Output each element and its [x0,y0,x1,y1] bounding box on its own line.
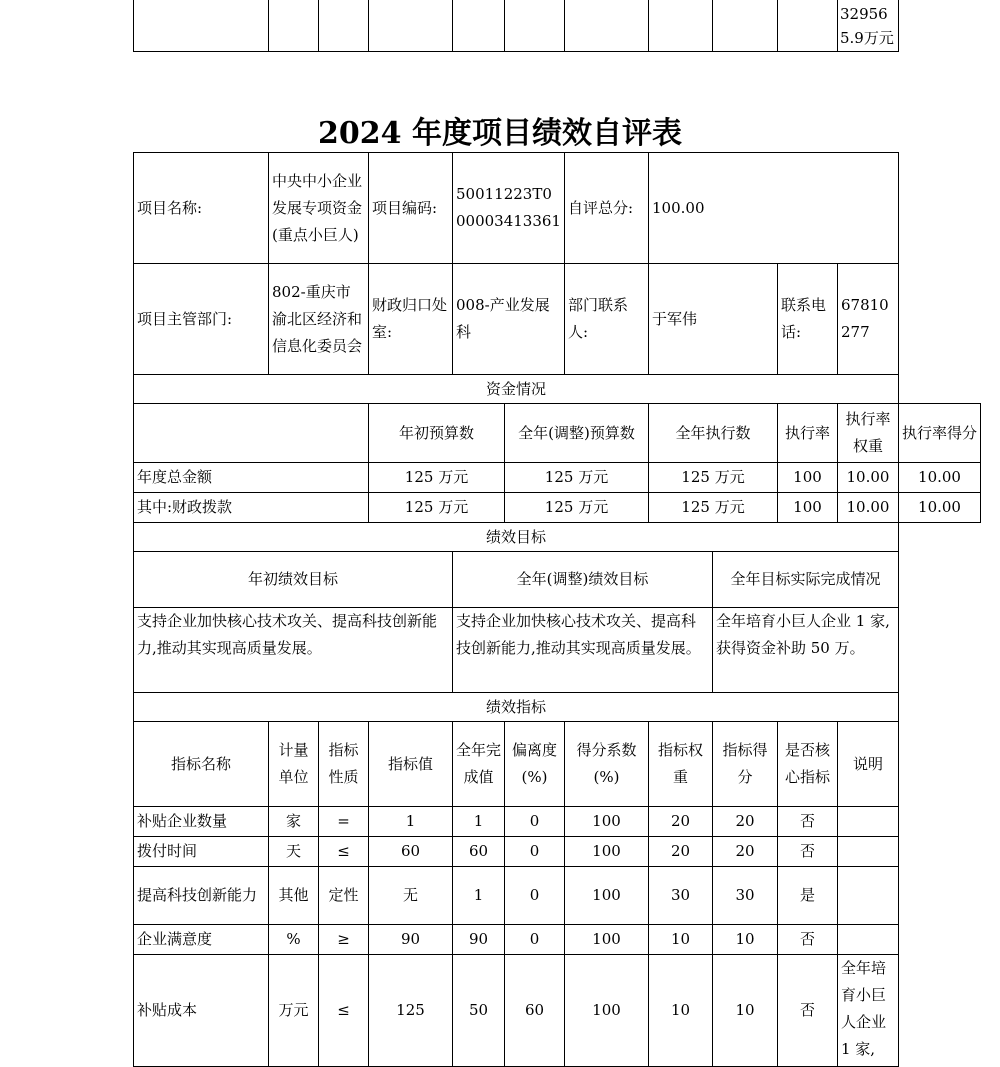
indicator-cell: 无 [369,867,453,925]
project-name-value: 中央中小企业发展专项资金(重点小巨人) [269,153,369,264]
indicators-header-row [134,722,981,807]
indicator-row [134,837,981,867]
goal-actual: 全年培育小巨人企业 1 家,获得资金补助 50 万。 [713,608,899,693]
indicator-cell: 50 [453,955,505,1067]
funds-header-row [134,404,981,463]
indicator-header: 计量单位 [269,722,319,807]
indicator-cell: 否 [778,837,838,867]
funds-cell: 125 万元 [649,463,778,493]
funds-cell: 125 万元 [505,493,649,523]
indicator-cell: 0 [505,867,565,925]
self-score-label: 自评总分: [565,153,649,264]
indicator-cell: 否 [778,955,838,1067]
indicator-row [134,925,981,955]
empty-cell [565,0,649,52]
goal-initial: 支持企业加快核心技术攻关、提高科技创新能力,推动其实现高质量发展。 [134,608,453,693]
indicator-cell: 0 [505,925,565,955]
funds-header: 全年执行数 [649,404,778,463]
indicator-cell: 100 [565,837,649,867]
indicator-cell: 0 [505,837,565,867]
indicator-header: 全年完成值 [453,722,505,807]
indicator-cell: 0 [505,807,565,837]
funds-cell: 10.00 [899,463,981,493]
goals-header: 全年(调整)绩效目标 [453,552,713,608]
phone-value: 67810277 [838,264,899,375]
contact-label: 部门联系人: [565,264,649,375]
office-label: 财政归口处室: [369,264,453,375]
indicator-cell: 否 [778,807,838,837]
indicator-cell: 100 [565,807,649,837]
project-row-2 [134,264,981,375]
empty-cell [649,0,713,52]
office-value: 008-产业发展科 [453,264,565,375]
goals-header-row [134,552,981,608]
indicator-header: 指标权重 [649,722,713,807]
funds-cell: 10.00 [838,493,899,523]
project-code-value: 50011223T000003413361 [453,153,565,264]
indicator-cell: 90 [453,925,505,955]
phone-label: 联系电话: [778,264,838,375]
page-title: 2024 年度项目绩效自评表 [318,116,682,151]
indicator-cell: 是 [778,867,838,925]
funds-row-label: 年度总金额 [134,463,369,493]
project-row-1 [134,153,981,264]
goals-section-title: 绩效目标 [134,523,899,552]
goals-header: 年初绩效目标 [134,552,453,608]
indicator-name: 拨付时间 [134,837,269,867]
indicator-header: 指标值 [369,722,453,807]
funds-header: 全年(调整)预算数 [505,404,649,463]
indicator-cell: 1 [453,807,505,837]
indicator-cell: 30 [713,867,778,925]
indicator-note [838,925,899,955]
empty-cell [269,0,319,52]
indicator-cell: 20 [713,807,778,837]
self-score-value: 100.00 [649,153,899,264]
indicator-note [838,837,899,867]
indicator-cell: ≤ [319,955,369,1067]
indicator-note: 全年培育小巨人企业 1 家, [838,955,899,1067]
previous-table-row [134,0,899,52]
previous-table-remainder [133,0,899,52]
indicator-cell: 20 [649,837,713,867]
indicator-cell: ≤ [319,837,369,867]
indicator-cell: 20 [649,807,713,837]
funds-cell: 125 万元 [369,463,505,493]
indicator-cell: 天 [269,837,319,867]
indicator-cell: 10 [713,955,778,1067]
funds-cell: 100 [778,493,838,523]
indicator-name: 企业满意度 [134,925,269,955]
goals-section-row [134,523,981,552]
funds-header: 执行率得分 [899,404,981,463]
indicator-row [134,867,981,925]
funds-cell: 125 万元 [649,493,778,523]
empty-cell [713,0,778,52]
indicator-cell: 90 [369,925,453,955]
indicator-cell: 定性 [319,867,369,925]
indicator-cell: 20 [713,837,778,867]
indicator-name: 补贴企业数量 [134,807,269,837]
dept-value: 802-重庆市渝北区经济和信息化委员会 [269,264,369,375]
funds-header: 年初预算数 [369,404,505,463]
funds-header: 执行率 [778,404,838,463]
funds-section-row [134,375,981,404]
indicator-cell: 125 [369,955,453,1067]
indicator-header: 指标性质 [319,722,369,807]
indicator-cell: 否 [778,925,838,955]
contact-value: 于军伟 [649,264,778,375]
indicator-cell: = [319,807,369,837]
indicator-note [838,807,899,837]
indicator-cell: 60 [369,837,453,867]
indicator-header: 是否核心指标 [778,722,838,807]
indicator-cell: 60 [505,955,565,1067]
goals-value-row [134,608,981,693]
empty-cell [505,0,565,52]
indicator-cell: ≥ [319,925,369,955]
previous-total-cell: 329565.9万元 [838,0,899,52]
indicator-name: 补贴成本 [134,955,269,1067]
indicators-section-title: 绩效指标 [134,693,899,722]
indicator-header: 指标得分 [713,722,778,807]
project-code-label: 项目编码: [369,153,453,264]
funds-cell: 10.00 [899,493,981,523]
empty-cell [134,404,369,463]
indicator-name: 提高科技创新能力 [134,867,269,925]
indicator-row [134,955,981,1067]
indicator-cell: 万元 [269,955,319,1067]
indicator-cell: 10 [649,955,713,1067]
empty-cell [134,0,269,52]
goal-adjusted: 支持企业加快核心技术攻关、提高科技创新能力,推动其实现高质量发展。 [453,608,713,693]
indicator-cell: 100 [565,925,649,955]
funds-cell: 100 [778,463,838,493]
dept-label: 项目主管部门: [134,264,269,375]
indicator-cell: 1 [453,867,505,925]
indicator-cell: 60 [453,837,505,867]
self-evaluation-table [133,152,981,1067]
empty-cell [778,0,838,52]
indicator-header: 偏离度(%) [505,722,565,807]
indicator-cell: 其他 [269,867,319,925]
funds-header: 执行率权重 [838,404,899,463]
indicator-header: 指标名称 [134,722,269,807]
indicator-cell: 100 [565,867,649,925]
indicators-section-row [134,693,981,722]
indicator-note [838,867,899,925]
indicator-cell: % [269,925,319,955]
indicator-header: 说明 [838,722,899,807]
funds-cell: 10.00 [838,463,899,493]
indicator-row [134,807,981,837]
indicator-cell: 家 [269,807,319,837]
indicator-header: 得分系数(%) [565,722,649,807]
indicator-cell: 10 [713,925,778,955]
funds-section-title: 资金情况 [134,375,899,404]
empty-cell [369,0,453,52]
project-name-label: 项目名称: [134,153,269,264]
indicator-cell: 100 [565,955,649,1067]
funds-row-label: 其中:财政拨款 [134,493,369,523]
funds-cell: 125 万元 [369,493,505,523]
empty-cell [453,0,505,52]
funds-row [134,463,981,493]
funds-cell: 125 万元 [505,463,649,493]
indicator-cell: 1 [369,807,453,837]
empty-cell [319,0,369,52]
indicator-cell: 10 [649,925,713,955]
goals-header: 全年目标实际完成情况 [713,552,899,608]
funds-row [134,493,981,523]
indicator-cell: 30 [649,867,713,925]
